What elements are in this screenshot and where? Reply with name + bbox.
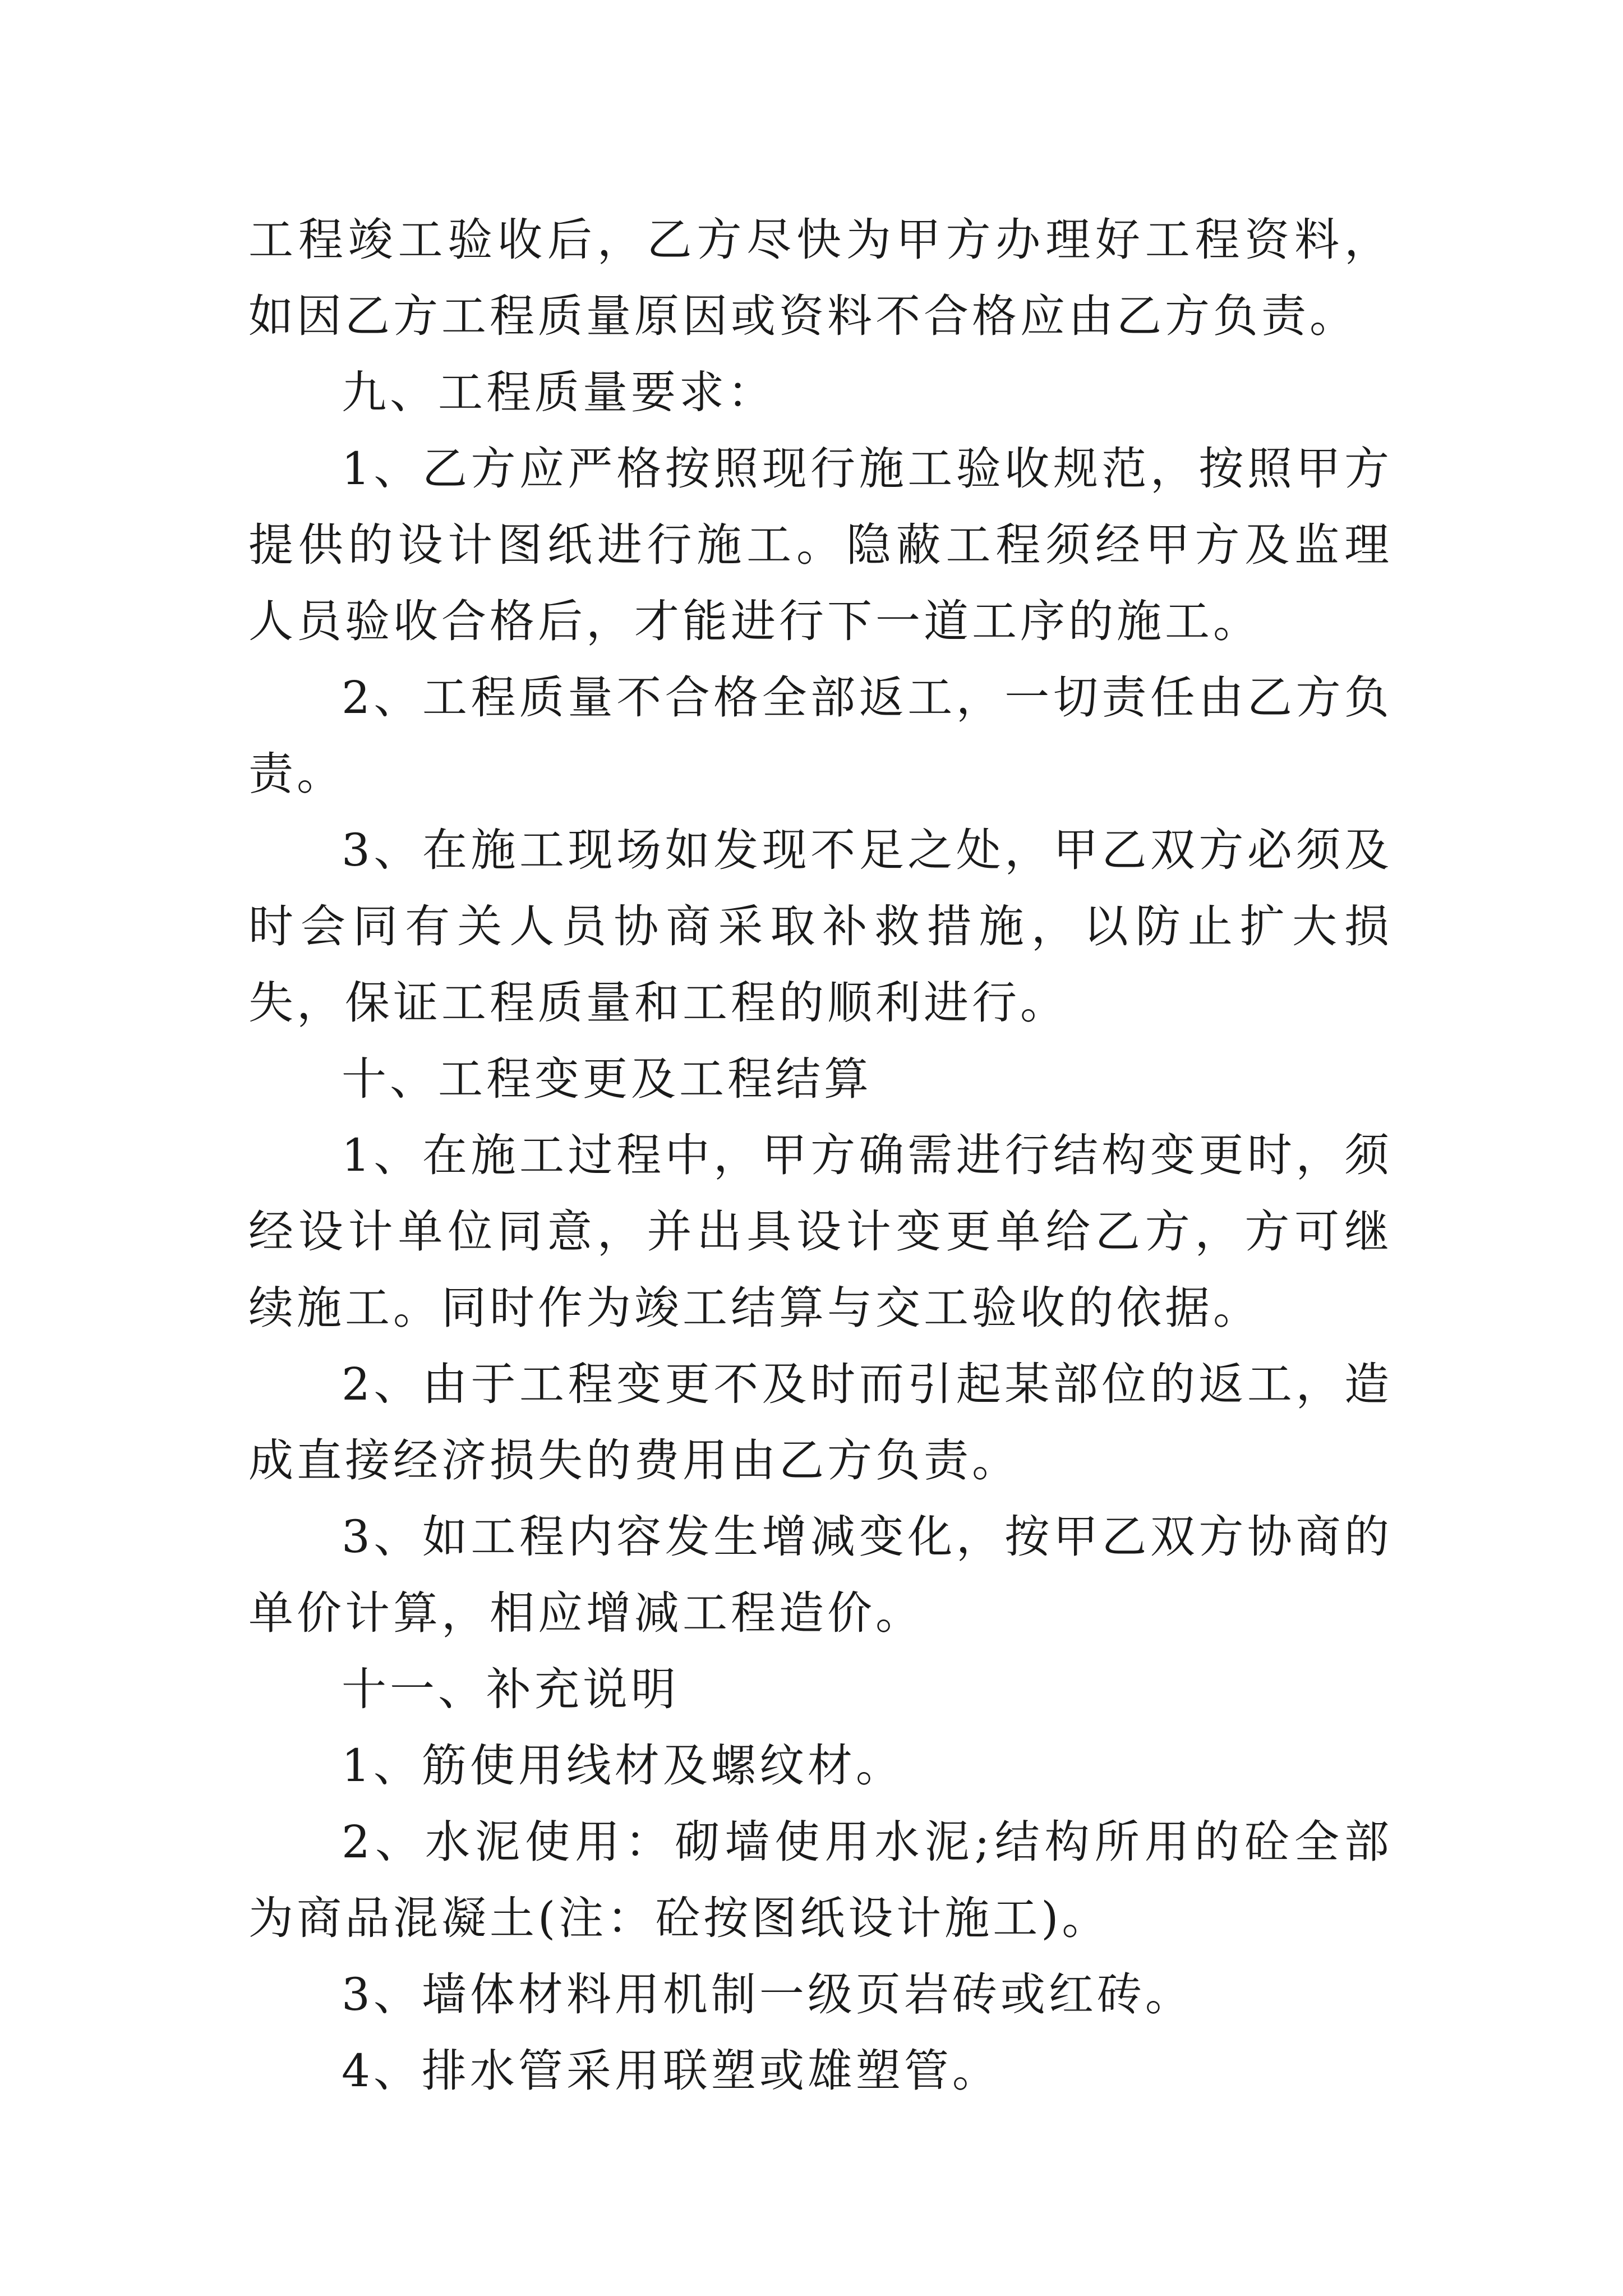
paragraph-changes-2: 2、由于工程变更不及时而引起某部位的返工，造成直接经济损失的费用由乙方负责。	[248, 1358, 1393, 1487]
paragraph-supplementary-4: 4、排水管采用联塑或雄塑管。	[342, 2045, 1000, 2097]
paragraph-changes-3: 3、如工程内容发生增减变化，按甲乙双方协商的单价计算，相应增减工程造价。	[248, 1511, 1393, 1639]
heading-supplementary: 十一、补充说明	[342, 1663, 679, 1715]
paragraph-supplementary-3: 3、墙体材料用机制一级页岩砖或红砖。	[342, 1968, 1193, 2021]
paragraph-supplementary-2: 2、水泥使用：砌墙使用水泥;结构所用的砼全部为商品混凝土(注：砼按图纸设计施工)。	[248, 1816, 1393, 1944]
paragraph-quality-3: 3、在施工现场如发现不足之处，甲乙双方必须及时会同有关人员协商采取补救措施，以防止扩大损失，保证工程质量和工程的顺利进行。	[248, 824, 1393, 1029]
document-body	[248, 202, 1393, 2109]
paragraph-quality-1: 1、乙方应严格按照现行施工验收规范，按照甲方提供的设计图纸进行施工。隐蔽工程须经甲方及监理人员验收合格后，才能进行下一道工序的施工。	[248, 443, 1393, 647]
heading-changes-settlement: 十、工程变更及工程结算	[342, 1053, 872, 1105]
paragraph-changes-1: 1、在施工过程中，甲方确需进行结构变更时，须经设计单位同意，并出具设计变更单给乙方，方可继续施工。同时作为竣工结算与交工验收的依据。	[248, 1129, 1393, 1334]
paragraph-quality-2: 2、工程质量不合格全部返工，一切责任由乙方负责。	[248, 671, 1393, 800]
paragraph-supplementary-1: 1、筋使用线材及螺纹材。	[342, 1740, 904, 1792]
paragraph-completion-acceptance: 工程竣工验收后，乙方尽快为甲方办理好工程资料，如因乙方工程质量原因或资料不合格应由乙方负责。	[248, 214, 1393, 342]
heading-quality-requirements: 九、工程质量要求：	[342, 366, 776, 418]
